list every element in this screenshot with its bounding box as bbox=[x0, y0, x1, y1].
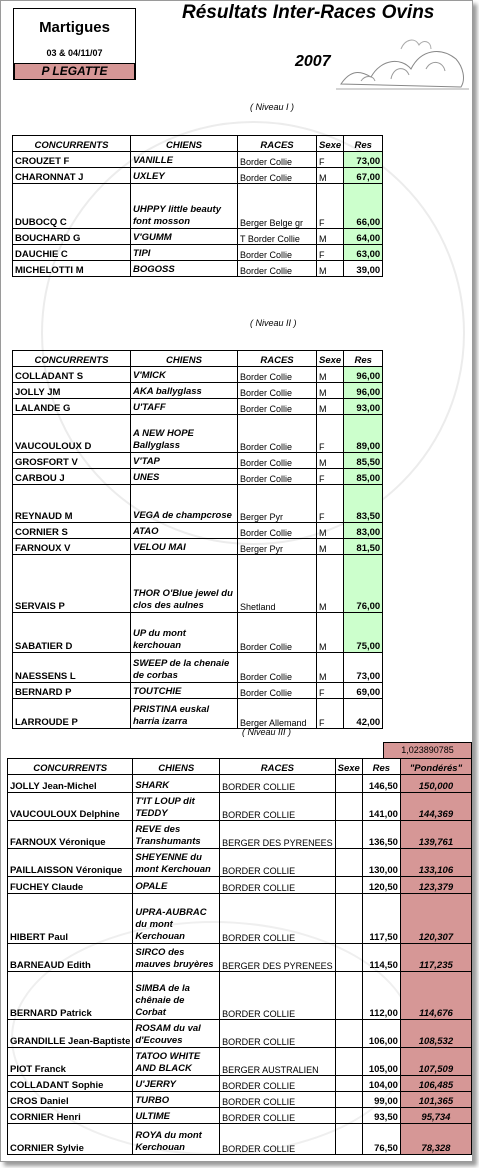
competitor-name: SERVAIS P bbox=[13, 555, 131, 613]
dog-breed: BERGER AUSTRALIEN bbox=[220, 1048, 336, 1076]
event-dates: 03 & 04/11/07 bbox=[46, 48, 103, 58]
competitor-name: REYNAUD M bbox=[13, 485, 131, 523]
table-row bbox=[8, 849, 472, 877]
weighted-score: 144,369 bbox=[400, 793, 471, 821]
dog-breed: Border Collie bbox=[238, 152, 317, 168]
table-row bbox=[8, 1108, 472, 1124]
table-row bbox=[8, 894, 472, 944]
dog-sex: M bbox=[317, 539, 344, 555]
dog-breed: Border Collie bbox=[238, 367, 317, 383]
dog-name: SWEEP de la chenaie de corbas bbox=[131, 653, 238, 683]
dog-breed: BORDER COLLIE bbox=[220, 972, 336, 1020]
dog-sex bbox=[335, 1020, 362, 1048]
table-row bbox=[13, 523, 383, 539]
dog-breed: Border Collie bbox=[238, 453, 317, 469]
result-score: 96,00 bbox=[344, 383, 383, 399]
result-score: 83,00 bbox=[344, 523, 383, 539]
dog-name: THOR O'Blue jewel du clos des aulnes bbox=[131, 555, 238, 613]
sheep-logo-icon bbox=[331, 29, 471, 93]
dog-breed: Border Collie bbox=[238, 383, 317, 399]
col-concurrents: CONCURRENTS bbox=[13, 351, 131, 367]
col-races: RACES bbox=[238, 351, 317, 367]
weighted-score: 117,235 bbox=[400, 944, 471, 972]
weighted-score: 139,761 bbox=[400, 821, 471, 849]
dog-breed: Berger Pyr bbox=[238, 539, 317, 555]
result-score: 75,00 bbox=[344, 613, 383, 653]
dog-breed: Border Collie bbox=[238, 653, 317, 683]
col-races: RACES bbox=[238, 136, 317, 152]
col-chiens: CHIENS bbox=[131, 351, 238, 367]
competitor-name: CORNIER Henri bbox=[8, 1108, 133, 1124]
competitor-name: FUCHEY Claude bbox=[8, 877, 133, 894]
weighted-score: 101,365 bbox=[400, 1092, 471, 1108]
col-res: Res bbox=[362, 759, 400, 775]
dog-name: BOGOSS bbox=[131, 261, 238, 277]
col-sexe: Sexe bbox=[317, 136, 344, 152]
competitor-name: LARROUDE P bbox=[13, 699, 131, 729]
dog-name: A NEW HOPE Ballyglass bbox=[131, 415, 238, 453]
table-row bbox=[13, 539, 383, 555]
table-row bbox=[8, 877, 472, 894]
col-res: Res bbox=[344, 351, 383, 367]
dog-breed: Border Collie bbox=[238, 415, 317, 453]
dog-name: TIPI bbox=[131, 245, 238, 261]
dog-breed: BORDER COLLIE bbox=[220, 877, 336, 894]
result-score: 93,50 bbox=[362, 1108, 400, 1124]
dog-sex: F bbox=[317, 184, 344, 229]
dog-name: VANILLE bbox=[131, 152, 238, 168]
weighted-score: 150,000 bbox=[400, 775, 471, 793]
dog-sex: M bbox=[317, 453, 344, 469]
dog-breed: Border Collie bbox=[238, 245, 317, 261]
table-row bbox=[13, 453, 383, 469]
dog-name: UPRA-AUBRAC du mont Kerchouan bbox=[133, 894, 220, 944]
result-score: 69,00 bbox=[344, 683, 383, 699]
col-concurrents: CONCURRENTS bbox=[13, 136, 131, 152]
competitor-name: PIOT Franck bbox=[8, 1048, 133, 1076]
table-row bbox=[13, 168, 383, 184]
dog-breed: BORDER COLLIE bbox=[220, 1020, 336, 1048]
dog-name: T'IT LOUP dit TEDDY bbox=[133, 793, 220, 821]
results-table-level-2 bbox=[12, 350, 383, 729]
dog-sex bbox=[335, 1108, 362, 1124]
table-row bbox=[13, 383, 383, 399]
result-score: 83,50 bbox=[344, 485, 383, 523]
result-score: 114,50 bbox=[362, 944, 400, 972]
dog-sex bbox=[335, 849, 362, 877]
dog-name: TOUTCHIE bbox=[131, 683, 238, 699]
table-row bbox=[8, 1092, 472, 1108]
dog-name: V'MICK bbox=[131, 367, 238, 383]
results-table-level-1 bbox=[12, 135, 383, 277]
dog-name: SHEYENNE du mont Kerchouan bbox=[133, 849, 220, 877]
table-row bbox=[8, 775, 472, 793]
table-row bbox=[8, 1048, 472, 1076]
table-row bbox=[8, 821, 472, 849]
table-row bbox=[8, 793, 472, 821]
dog-sex bbox=[335, 1076, 362, 1092]
event-location: Martigues bbox=[39, 19, 110, 36]
result-score: 85,00 bbox=[344, 469, 383, 485]
dog-name: UP du mont kerchouan bbox=[131, 613, 238, 653]
result-score: 136,50 bbox=[362, 821, 400, 849]
result-score: 66,00 bbox=[344, 184, 383, 229]
dog-name: UNES bbox=[131, 469, 238, 485]
col-concurrents: CONCURRENTS bbox=[8, 759, 133, 775]
dog-name: UHPPY little beauty font mosson bbox=[131, 184, 238, 229]
dog-name: V'GUMM bbox=[131, 229, 238, 245]
result-score: 93,00 bbox=[344, 399, 383, 415]
competitor-name: JOLLY JM bbox=[13, 383, 131, 399]
dog-sex bbox=[335, 793, 362, 821]
dog-sex: F bbox=[317, 683, 344, 699]
dog-name: AKA ballyglass bbox=[131, 383, 238, 399]
dog-name: TATOO WHITE AND BLACK bbox=[133, 1048, 220, 1076]
dog-breed: Border Collie bbox=[238, 469, 317, 485]
dog-breed: Berger Allemand bbox=[238, 699, 317, 729]
result-score: 104,00 bbox=[362, 1076, 400, 1092]
col-chiens: CHIENS bbox=[133, 759, 220, 775]
judge-name: P LEGATTE bbox=[14, 63, 135, 80]
event-info-box bbox=[13, 8, 136, 80]
table-row bbox=[8, 972, 472, 1020]
table-row bbox=[13, 415, 383, 453]
weighted-score: 120,307 bbox=[400, 894, 471, 944]
result-score: 64,00 bbox=[344, 229, 383, 245]
dog-breed: Berger Belge gr bbox=[238, 184, 317, 229]
col-ponderes: "Pondérés" bbox=[400, 759, 471, 775]
page-year: 2007 bbox=[295, 53, 331, 70]
result-score: 73,00 bbox=[344, 653, 383, 683]
result-score: 120,50 bbox=[362, 877, 400, 894]
table-row bbox=[13, 152, 383, 168]
dog-sex: F bbox=[317, 245, 344, 261]
dog-sex bbox=[335, 821, 362, 849]
result-score: 117,50 bbox=[362, 894, 400, 944]
result-score: 105,00 bbox=[362, 1048, 400, 1076]
dog-sex: M bbox=[317, 555, 344, 613]
col-races: RACES bbox=[220, 759, 336, 775]
competitor-name: CROUZET F bbox=[13, 152, 131, 168]
dog-breed: BORDER COLLIE bbox=[220, 1092, 336, 1108]
competitor-name: VAUCOULOUX D bbox=[13, 415, 131, 453]
dog-sex bbox=[335, 944, 362, 972]
dog-breed: Border Collie bbox=[238, 261, 317, 277]
dog-name: UXLEY bbox=[131, 168, 238, 184]
competitor-name: FARNOUX V bbox=[13, 539, 131, 555]
dog-breed: Berger Pyr bbox=[238, 485, 317, 523]
dog-sex bbox=[335, 1124, 362, 1155]
result-score: 81,50 bbox=[344, 539, 383, 555]
result-score: 141,00 bbox=[362, 793, 400, 821]
result-score: 39,00 bbox=[344, 261, 383, 277]
result-score: 73,00 bbox=[344, 152, 383, 168]
competitor-name: CHARONNAT J bbox=[13, 168, 131, 184]
competitor-name: CORNIER Sylvie bbox=[8, 1124, 133, 1155]
dog-breed: BERGER DES PYRENEES bbox=[220, 944, 336, 972]
table-row bbox=[8, 944, 472, 972]
competitor-name: GROSFORT V bbox=[13, 453, 131, 469]
col-sexe: Sexe bbox=[317, 351, 344, 367]
dog-name: V'TAP bbox=[131, 453, 238, 469]
result-score: 89,00 bbox=[344, 415, 383, 453]
dog-sex: F bbox=[317, 699, 344, 729]
competitor-name: VAUCOULOUX Delphine bbox=[8, 793, 133, 821]
results-table-level-3 bbox=[7, 758, 472, 1155]
table-row bbox=[13, 699, 383, 729]
table-row bbox=[13, 555, 383, 613]
competitor-name: NAESSENS L bbox=[13, 653, 131, 683]
dog-sex: M bbox=[317, 523, 344, 539]
dog-sex bbox=[335, 1048, 362, 1076]
table-row bbox=[13, 485, 383, 523]
weighting-coefficient: 1,023890785 bbox=[383, 742, 472, 759]
level-1-label: ( Niveau I ) bbox=[250, 102, 295, 112]
dog-name: ULTIME bbox=[133, 1108, 220, 1124]
dog-breed: Border Collie bbox=[238, 399, 317, 415]
competitor-name: GRANDILLE Jean-Baptiste bbox=[8, 1020, 133, 1048]
dog-sex: M bbox=[317, 261, 344, 277]
weighted-score: 114,676 bbox=[400, 972, 471, 1020]
page-title: Résultats Inter-Races Ovins bbox=[182, 2, 435, 23]
dog-breed: BORDER COLLIE bbox=[220, 1108, 336, 1124]
table-row bbox=[13, 261, 383, 277]
table-row bbox=[13, 653, 383, 683]
result-score: 63,00 bbox=[344, 245, 383, 261]
dog-breed: BORDER COLLIE bbox=[220, 894, 336, 944]
dog-breed: Border Collie bbox=[238, 683, 317, 699]
dog-breed: Border Collie bbox=[238, 613, 317, 653]
table-row bbox=[13, 367, 383, 383]
result-score: 99,00 bbox=[362, 1092, 400, 1108]
competitor-name: FARNOUX Véronique bbox=[8, 821, 133, 849]
competitor-name: BERNARD P bbox=[13, 683, 131, 699]
competitor-name: DUBOCQ C bbox=[13, 184, 131, 229]
result-score: 76,00 bbox=[344, 555, 383, 613]
competitor-name: BERNARD Patrick bbox=[8, 972, 133, 1020]
competitor-name: BOUCHARD G bbox=[13, 229, 131, 245]
competitor-name: BARNEAUD Edith bbox=[8, 944, 133, 972]
dog-sex: M bbox=[317, 383, 344, 399]
competitor-name: LALANDE G bbox=[13, 399, 131, 415]
level-3-label: ( Niveau III ) bbox=[242, 727, 292, 737]
table-row bbox=[13, 245, 383, 261]
dog-name: OPALE bbox=[133, 877, 220, 894]
competitor-name: JOLLY Jean-Michel bbox=[8, 775, 133, 793]
dog-sex: F bbox=[317, 485, 344, 523]
competitor-name: HIBERT Paul bbox=[8, 894, 133, 944]
dog-sex bbox=[335, 775, 362, 793]
competitor-name: COLLADANT S bbox=[13, 367, 131, 383]
competitor-name: DAUCHIE C bbox=[13, 245, 131, 261]
dog-sex: M bbox=[317, 613, 344, 653]
result-score: 67,00 bbox=[344, 168, 383, 184]
table-row bbox=[13, 469, 383, 485]
dog-sex: M bbox=[317, 367, 344, 383]
table-row bbox=[13, 184, 383, 229]
weighted-score: 78,328 bbox=[400, 1124, 471, 1155]
dog-name: TURBO bbox=[133, 1092, 220, 1108]
competitor-name: COLLADANT Sophie bbox=[8, 1076, 133, 1092]
table-row bbox=[8, 1076, 472, 1092]
dog-breed: BORDER COLLIE bbox=[220, 849, 336, 877]
dog-sex: F bbox=[317, 415, 344, 453]
table-row bbox=[13, 229, 383, 245]
dog-sex bbox=[335, 1092, 362, 1108]
weighted-score: 108,532 bbox=[400, 1020, 471, 1048]
col-sexe: Sexe bbox=[335, 759, 362, 775]
level-2-label: ( Niveau II ) bbox=[250, 318, 297, 328]
result-score: 96,00 bbox=[344, 367, 383, 383]
weighted-score: 106,485 bbox=[400, 1076, 471, 1092]
result-score: 130,00 bbox=[362, 849, 400, 877]
dog-sex: M bbox=[317, 168, 344, 184]
competitor-name: PAILLAISSON Véronique bbox=[8, 849, 133, 877]
dog-sex: M bbox=[317, 653, 344, 683]
table-row bbox=[13, 399, 383, 415]
competitor-name: MICHELOTTI M bbox=[13, 261, 131, 277]
dog-name: U'TAFF bbox=[131, 399, 238, 415]
dog-name: REVE des Transhumants bbox=[133, 821, 220, 849]
dog-name: PRISTINA euskal harria izarra bbox=[131, 699, 238, 729]
dog-breed: T Border Collie bbox=[238, 229, 317, 245]
competitor-name: CORNIER S bbox=[13, 523, 131, 539]
dog-breed: Border Collie bbox=[238, 523, 317, 539]
dog-breed: BORDER COLLIE bbox=[220, 793, 336, 821]
competitor-name: CROS Daniel bbox=[8, 1092, 133, 1108]
table-row bbox=[13, 683, 383, 699]
competitor-name: SABATIER D bbox=[13, 613, 131, 653]
result-score: 76,50 bbox=[362, 1124, 400, 1155]
dog-breed: Shetland bbox=[238, 555, 317, 613]
weighted-score: 133,106 bbox=[400, 849, 471, 877]
dog-breed: Border Collie bbox=[238, 168, 317, 184]
dog-name: SIMBA de la chênaie de Corbat bbox=[133, 972, 220, 1020]
dog-sex: M bbox=[317, 399, 344, 415]
dog-name: ATAO bbox=[131, 523, 238, 539]
dog-sex bbox=[335, 972, 362, 1020]
table-row bbox=[8, 1020, 472, 1048]
col-res: Res bbox=[344, 136, 383, 152]
dog-name: SIRCO des mauves bruyères bbox=[133, 944, 220, 972]
weighted-score: 107,509 bbox=[400, 1048, 471, 1076]
dog-sex: M bbox=[317, 229, 344, 245]
dog-sex: F bbox=[317, 152, 344, 168]
col-chiens: CHIENS bbox=[131, 136, 238, 152]
dog-name: ROYA du mont Kerchouan bbox=[133, 1124, 220, 1155]
table-row bbox=[8, 1124, 472, 1155]
dog-name: SHARK bbox=[133, 775, 220, 793]
dog-sex: F bbox=[317, 469, 344, 485]
result-score: 42,00 bbox=[344, 699, 383, 729]
result-score: 106,00 bbox=[362, 1020, 400, 1048]
dog-breed: BORDER COLLIE bbox=[220, 1076, 336, 1092]
dog-name: U'JERRY bbox=[133, 1076, 220, 1092]
dog-breed: BORDER COLLIE bbox=[220, 1124, 336, 1155]
weighted-score: 123,379 bbox=[400, 877, 471, 894]
weighted-score: 95,734 bbox=[400, 1108, 471, 1124]
dog-name: VELOU MAI bbox=[131, 539, 238, 555]
dog-breed: BORDER COLLIE bbox=[220, 775, 336, 793]
dog-sex bbox=[335, 894, 362, 944]
result-score: 85,50 bbox=[344, 453, 383, 469]
dog-name: VEGA de champcrose bbox=[131, 485, 238, 523]
table-row bbox=[13, 613, 383, 653]
dog-name: ROSAM du val d'Ecouves bbox=[133, 1020, 220, 1048]
dog-sex bbox=[335, 877, 362, 894]
result-score: 112,00 bbox=[362, 972, 400, 1020]
result-score: 146,50 bbox=[362, 775, 400, 793]
dog-breed: BERGER DES PYRENEES bbox=[220, 821, 336, 849]
competitor-name: CARBOU J bbox=[13, 469, 131, 485]
